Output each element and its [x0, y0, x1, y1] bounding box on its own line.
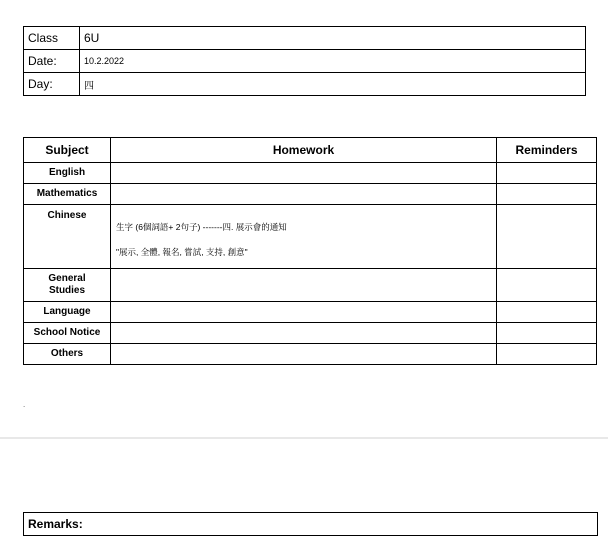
homework-header: Homework: [111, 138, 497, 163]
subject-label: General Studies: [48, 273, 86, 296]
date-row: [24, 50, 586, 73]
homework-table-header: [24, 138, 597, 163]
remarks-label: Remarks:: [28, 517, 83, 531]
table-row: [24, 205, 597, 269]
class-row: [24, 27, 586, 50]
remarks-box: [23, 512, 598, 536]
reminders-cell: [497, 323, 597, 344]
homework-cell: [111, 184, 497, 205]
day-value: 四: [80, 73, 586, 96]
homework-cell: [111, 269, 497, 302]
homework-line-1: 生字 (6個詞語+ 2句子) -------四. 展示會的通知: [116, 222, 287, 232]
class-label: Class: [24, 27, 80, 50]
subject-others: Others: [24, 344, 111, 365]
table-row: [24, 302, 597, 323]
table-row: [24, 323, 597, 344]
homework-cell: [111, 344, 497, 365]
subject-english: English: [24, 163, 111, 184]
subject-general-studies: [24, 269, 111, 302]
homework-cell: [111, 323, 497, 344]
class-value: 6U: [80, 27, 586, 50]
subject-mathematics: Mathematics: [24, 184, 111, 205]
page-break-divider: [0, 437, 608, 439]
homework-cell-chinese: [111, 205, 497, 269]
homework-line-2: "展示, 全體, 報名, 嘗試, 支持, 創意": [116, 247, 248, 257]
reminders-cell: [497, 184, 597, 205]
table-row: [24, 184, 597, 205]
subject-header: Subject: [24, 138, 111, 163]
info-table: [23, 26, 586, 96]
date-label: Date:: [24, 50, 80, 73]
homework-cell: [111, 302, 497, 323]
reminders-header: Reminders: [497, 138, 597, 163]
subject-language: Language: [24, 302, 111, 323]
reminders-cell: [497, 302, 597, 323]
day-row: [24, 73, 586, 96]
homework-table: [23, 137, 597, 365]
table-row: [24, 344, 597, 365]
reminders-cell: [497, 163, 597, 184]
subject-school-notice: School Notice: [24, 323, 111, 344]
reminders-cell: [497, 269, 597, 302]
day-label: Day:: [24, 73, 80, 96]
homework-cell: [111, 163, 497, 184]
table-row: [24, 163, 597, 184]
date-value: 10.2.2022: [80, 50, 586, 73]
stray-dot: .: [23, 400, 26, 409]
subject-chinese: Chinese: [24, 205, 111, 269]
reminders-cell: [497, 205, 597, 269]
table-row: [24, 269, 597, 302]
reminders-cell: [497, 344, 597, 365]
